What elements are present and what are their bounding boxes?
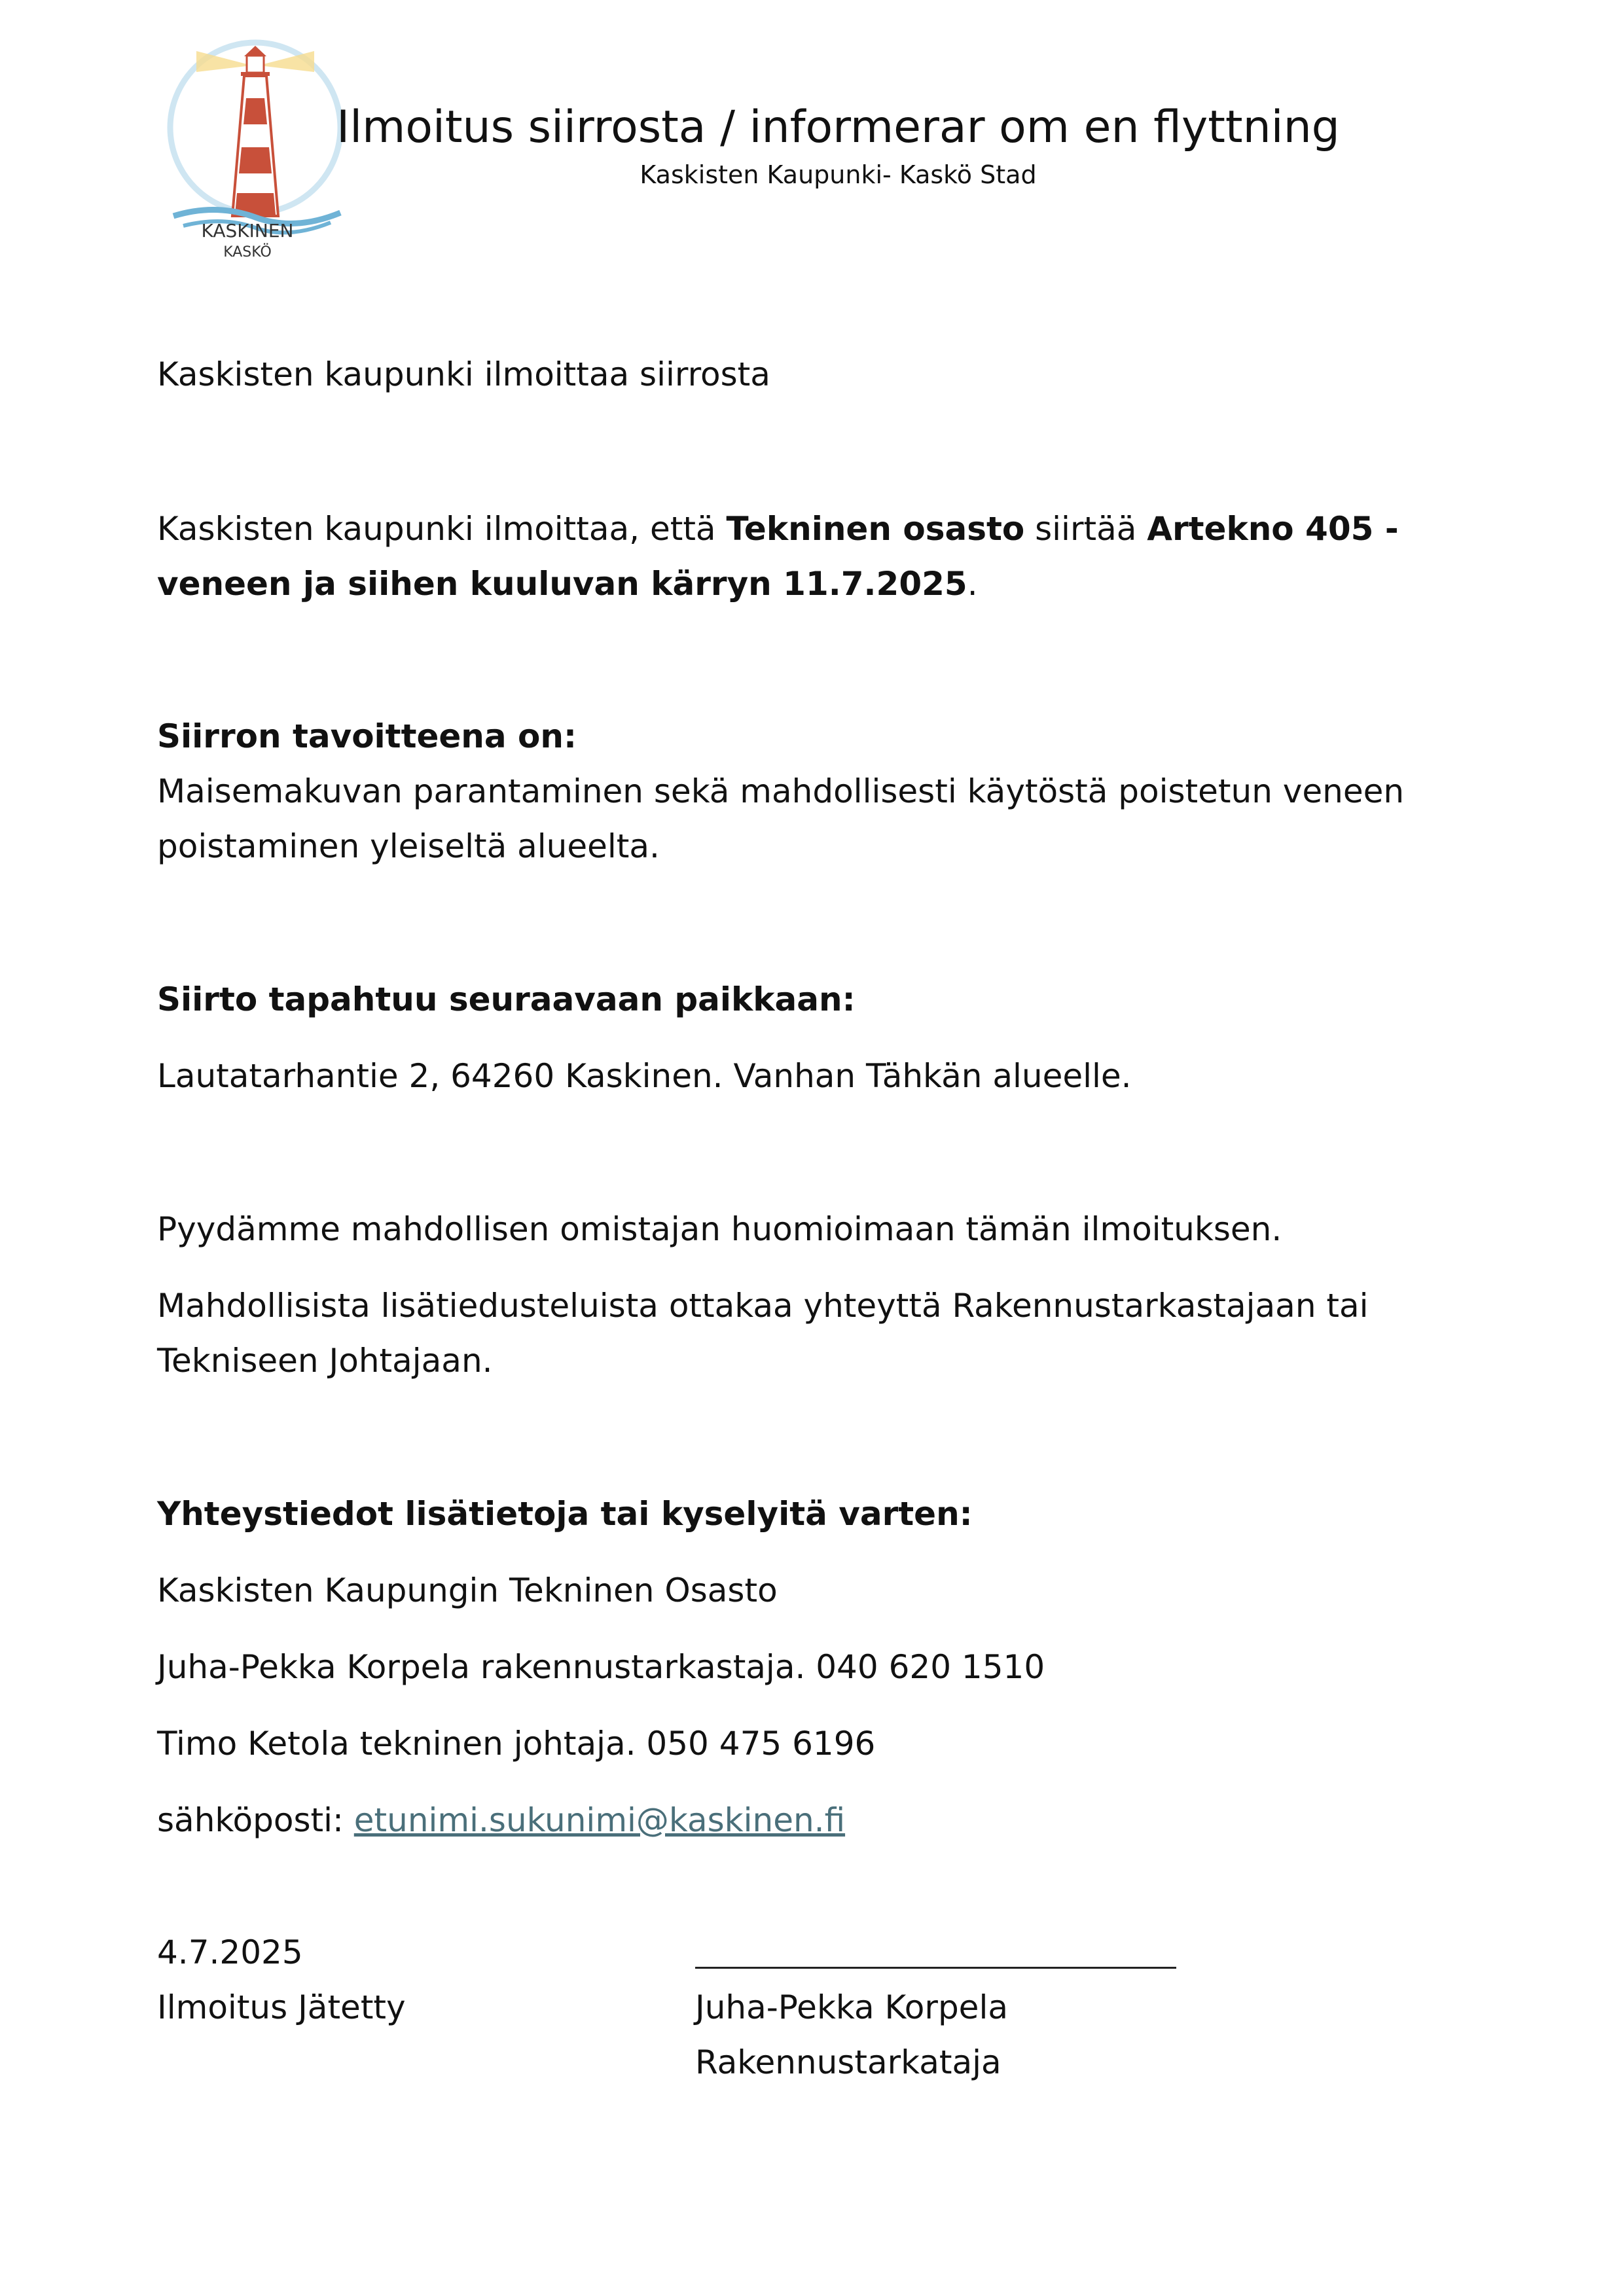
- signature-line: [695, 1967, 1176, 1969]
- inquiries-text: Tekniseen Johtajaan.: [157, 1342, 493, 1380]
- footer-date: 4.7.2025: [157, 1933, 303, 1971]
- notice-text: .: [967, 565, 978, 603]
- location-text: Lautatarhantie 2, 64260 Kaskinen. Vanhan Tähkän alueelle.: [157, 1057, 1132, 1095]
- notice-item: veneen ja siihen kuuluvan kärryn 11.7.2025: [157, 565, 967, 603]
- email-link[interactable]: etunimi.sukunimi@kaskinen.fi: [353, 1801, 846, 1839]
- goal-text: poistaminen yleiseltä alueelta.: [157, 827, 660, 865]
- inquiries-text: Mahdollisista lisätiedusteluista ottakaa yhteyttä Rakennustarkastajaan tai: [157, 1287, 1369, 1325]
- request-text: Pyydämme mahdollisen omistajan huomioimaan tämän ilmoituksen.: [157, 1210, 1282, 1248]
- contacts-heading: Yhteystiedot lisätietoja tai kyselyitä varten:: [157, 1495, 973, 1533]
- notice-text: Kaskisten kaupunki ilmoittaa, että: [157, 510, 727, 548]
- light-beam-left: [196, 51, 252, 72]
- page-title: Ilmoitus siirrosta / informerar om en flyttning: [336, 101, 1340, 153]
- signer-name: Juha-Pekka Korpela: [695, 1988, 1008, 2026]
- goal-heading: Siirron tavoitteena on:: [157, 717, 577, 755]
- notice-text: siirtää: [1024, 510, 1147, 548]
- contact-email-line: [157, 1793, 1466, 1848]
- email-label: sähköposti:: [157, 1801, 354, 1839]
- lighthouse-roof: [244, 46, 266, 56]
- notice-item: Artekno 405 -: [1147, 510, 1399, 548]
- light-beam-right: [259, 51, 314, 72]
- goal-text: Maisemakuvan parantaminen sekä mahdollisesti käytöstä poistetun veneen: [157, 772, 1405, 810]
- intro-text: Kaskisten kaupunki ilmoittaa siirrosta: [157, 355, 770, 393]
- page-subtitle: Kaskisten Kaupunki- Kaskö Stad: [640, 160, 1037, 189]
- notice-dept: Tekninen osasto: [726, 510, 1025, 548]
- contact-person: Timo Ketola tekninen johtaja. 050 475 6196: [157, 1725, 876, 1763]
- logo-text-bottom: KASKÖ: [223, 244, 272, 260]
- contact-org: Kaskisten Kaupungin Tekninen Osasto: [157, 1571, 778, 1609]
- location-heading: Siirto tapahtuu seuraavaan paikkaan:: [157, 980, 856, 1018]
- notice-paragraph: [157, 501, 1466, 611]
- logo-text-top: KASKINEN: [201, 220, 294, 242]
- lighthouse-lantern: [247, 56, 264, 73]
- contact-person: Juha-Pekka Korpela rakennustarkastaja. 040 620 1510: [157, 1648, 1045, 1686]
- signer-title: Rakennustarkataja: [695, 2043, 1001, 2081]
- footer-date-label: Ilmoitus Jätetty: [157, 1988, 406, 2026]
